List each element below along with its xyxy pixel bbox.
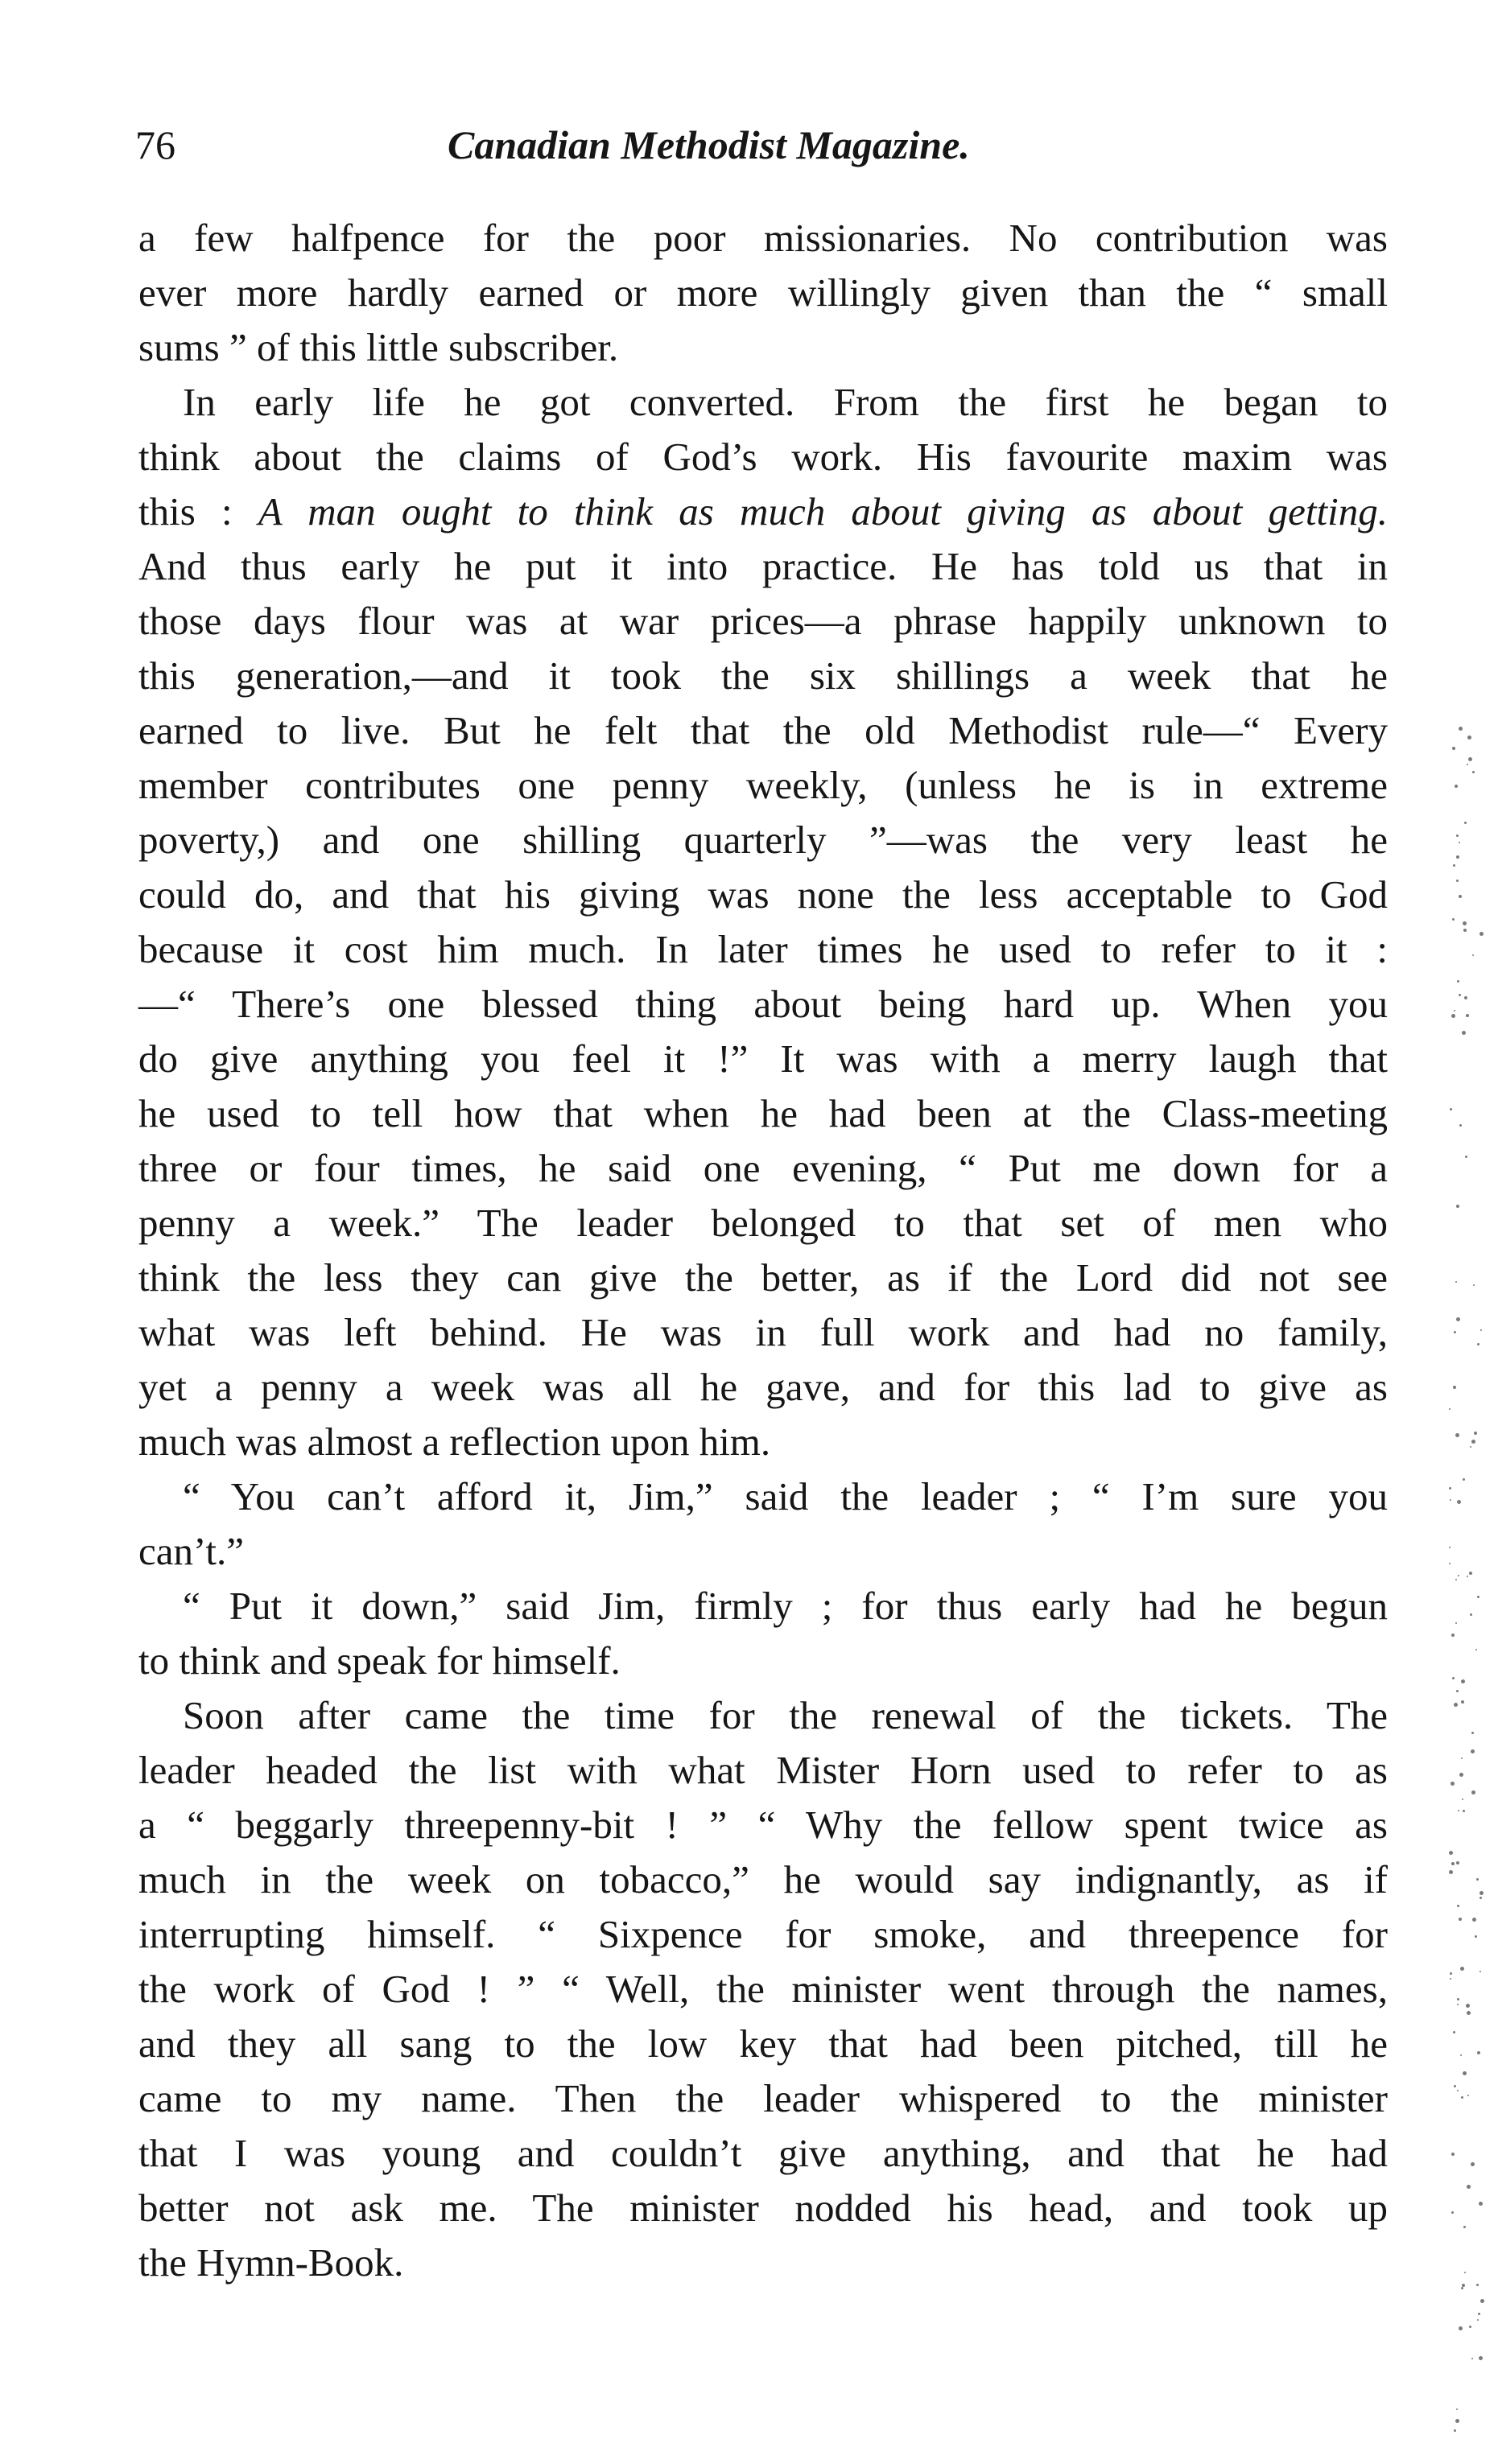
scan-speck xyxy=(1479,1971,1481,1972)
scan-speck xyxy=(1453,2031,1455,2033)
scan-speck xyxy=(1470,1446,1471,1448)
text-line: leader headed the list with what Mister Horn used to refer to as xyxy=(138,1748,1388,1792)
scan-speck xyxy=(1455,1579,1457,1580)
scan-speck xyxy=(1463,2071,1467,2075)
scan-speck xyxy=(1450,1972,1452,1975)
maxim-lead: this : xyxy=(138,489,258,534)
scan-speck xyxy=(1464,996,1467,999)
scan-speck xyxy=(1478,2313,1480,2315)
text-line: And thus early he put it into practice. He has told us that in xyxy=(138,544,1388,588)
scan-speck xyxy=(1469,2326,1471,2328)
scan-speck xyxy=(1451,1634,1455,1637)
text-line: —“ There’s one blessed thing about being hard up. When you xyxy=(138,982,1388,1026)
scan-speck xyxy=(1465,1156,1467,1158)
scan-speck xyxy=(1459,1773,1463,1777)
scan-speck xyxy=(1474,1432,1477,1435)
text-line: penny a week.” The leader belonged to that set of men who xyxy=(138,1201,1388,1245)
scan-speck xyxy=(1456,834,1459,837)
scan-speck xyxy=(1480,2299,1484,2303)
scan-speck xyxy=(1462,1799,1463,1800)
text-line: ever more hardly earned or more willingly given than the “ small xyxy=(138,270,1388,315)
scan-speck xyxy=(1477,2319,1479,2321)
text-line: poverty,) and one shilling quarterly ”—was the very least he xyxy=(138,818,1388,862)
text-line: think about the claims of God’s work. His favourite maxim was xyxy=(138,435,1388,479)
scan-speck xyxy=(1463,929,1467,932)
scan-speck xyxy=(1449,1851,1453,1855)
scan-speck xyxy=(1463,1810,1465,1812)
scan-speck xyxy=(1459,895,1462,898)
scan-speck xyxy=(1471,1440,1475,1444)
text-line: came to my name. Then the leader whispered to the minister xyxy=(138,2076,1388,2120)
scan-speck xyxy=(1455,2419,1459,2423)
scan-speck xyxy=(1468,757,1472,761)
text-line: those days flour was at war prices—a phrase happily unknown to xyxy=(138,599,1388,643)
text-line: do give anything you feel it !” It was with a merry laugh that xyxy=(138,1036,1388,1081)
scan-speck xyxy=(1454,2429,1456,2432)
scan-speck xyxy=(1479,2202,1483,2206)
scan-speck xyxy=(1461,1679,1465,1683)
scan-speck xyxy=(1459,1124,1462,1127)
scan-speck xyxy=(1471,2162,1475,2166)
text-line: earned to live. But he felt that the old Methodist rule—“ Every xyxy=(138,708,1388,752)
scan-speck xyxy=(1466,2004,1470,2008)
text-line: can’t.” xyxy=(138,1529,245,1573)
text-line: a few halfpence for the poor missionaries. No contribution was xyxy=(138,216,1388,260)
scan-speck xyxy=(1461,2096,1463,2099)
scan-speck xyxy=(1467,2011,1471,2015)
text-line-maxim xyxy=(138,484,1388,539)
scan-speck xyxy=(1457,980,1459,983)
scan-speck xyxy=(1459,727,1463,731)
scan-speck xyxy=(1452,918,1455,921)
scan-speck xyxy=(1461,2287,1463,2289)
scan-speck xyxy=(1449,1547,1451,1548)
scan-speck xyxy=(1479,1897,1482,1899)
scan-speck xyxy=(1459,1918,1462,1921)
scan-speck xyxy=(1453,864,1455,867)
scan-speck xyxy=(1460,2054,1462,2056)
scan-speck xyxy=(1475,1649,1477,1650)
scan-speck xyxy=(1454,1331,1456,1333)
text-line: In early life he got converted. From the first he began to xyxy=(183,380,1388,424)
scan-speck xyxy=(1453,1386,1456,1389)
scan-speck xyxy=(1457,2090,1459,2091)
scan-speck xyxy=(1463,921,1467,925)
page-header xyxy=(135,119,1391,183)
italic-maxim: A man ought to think as much about giving as about getting. xyxy=(258,489,1389,534)
text-line: he used to tell how that when he had been at the Class-meeting xyxy=(138,1091,1388,1135)
scan-speck xyxy=(1450,1499,1451,1501)
scan-speck xyxy=(1449,1563,1451,1564)
scan-speck xyxy=(1456,1690,1459,1692)
scan-speck xyxy=(1454,1703,1458,1707)
scan-speck xyxy=(1455,1622,1457,1624)
scan-speck xyxy=(1451,1862,1455,1865)
scan-speck xyxy=(1451,2153,1455,2156)
scan-speck xyxy=(1469,1572,1472,1575)
scan-speck xyxy=(1472,771,1475,773)
text-line: this generation,—and it took the six shillings a week that he xyxy=(138,653,1388,698)
scan-speck xyxy=(1479,1891,1484,1895)
scan-speck xyxy=(1476,1878,1479,1881)
scan-speck xyxy=(1477,1596,1479,1598)
text-line: much in the week on tobacco,” he would say indignantly, as if xyxy=(138,1857,1388,1902)
scan-speck xyxy=(1456,880,1459,882)
scan-speck xyxy=(1456,1205,1459,1208)
scan-speck xyxy=(1471,2358,1473,2359)
scan-speck xyxy=(1457,1905,1459,1907)
scan-speck xyxy=(1464,2272,1466,2273)
text-line: yet a penny a week was all he gave, and for this lad to give as xyxy=(138,1365,1388,1409)
text-line: that I was young and couldn’t give anything, and that he had xyxy=(138,2131,1388,2175)
scan-speck xyxy=(1464,822,1467,824)
scan-speck xyxy=(1455,1433,1459,1437)
scan-speck xyxy=(1461,1757,1463,1759)
scan-speck xyxy=(1454,2085,1456,2087)
scan-speck xyxy=(1479,2356,1483,2360)
scan-speck xyxy=(1457,1500,1461,1504)
running-title: Canadian Methodist Magazine. xyxy=(448,122,970,167)
scan-speck xyxy=(1455,785,1458,788)
scan-speck xyxy=(1449,1870,1453,1874)
text-line: interrupting himself. “ Sixpence for smoke, and threepence for xyxy=(138,1912,1388,1956)
scan-speck xyxy=(1463,2226,1466,2228)
scan-speck xyxy=(1455,1281,1457,1283)
scan-speck xyxy=(1459,2326,1463,2330)
scan-speck xyxy=(1467,1576,1468,1577)
scan-speck xyxy=(1471,1790,1475,1794)
scan-speck xyxy=(1467,735,1471,740)
scan-speck xyxy=(1467,764,1468,765)
text-line: member contributes one penny weekly, (unless he is in extreme xyxy=(138,763,1388,807)
page-number: 76 xyxy=(135,122,175,167)
scan-speck xyxy=(1477,2051,1480,2054)
text-line: better not ask me. The minister nodded his head, and took up xyxy=(138,2186,1388,2230)
scan-speck xyxy=(1456,1861,1459,1864)
scan-speck xyxy=(1476,2284,1479,2286)
scan-speck xyxy=(1480,1329,1482,1331)
scan-speck xyxy=(1458,1810,1459,1811)
scan-speck xyxy=(1449,1408,1451,1410)
scan-speck xyxy=(1458,1575,1459,1576)
text-line: and they all sang to the low key that had been pitched, till he xyxy=(138,2021,1388,2066)
scan-speck xyxy=(1462,1031,1466,1035)
text-line: think the less they can give the better, as if the Lord did not see xyxy=(138,1255,1388,1300)
text-line: what was left behind. He was in full work and had no family, xyxy=(138,1310,1388,1354)
text-line: much was almost a reflection upon him. xyxy=(138,1419,771,1464)
scan-speck xyxy=(1472,954,1474,956)
scan-speck xyxy=(1451,1782,1455,1786)
scan-speck xyxy=(1467,2095,1469,2096)
scan-speck xyxy=(1472,1918,1476,1922)
scan-speck xyxy=(1450,1108,1452,1110)
scan-speck xyxy=(1477,1343,1479,1345)
scan-speck xyxy=(1466,1014,1469,1017)
text-line: because it cost him much. In later times he used to refer to it : xyxy=(138,927,1388,971)
text-line: the work of God ! ” “ Well, the minister went through the names, xyxy=(138,1967,1388,2011)
scan-speck xyxy=(1457,2004,1459,2005)
text-line: to think and speak for himself. xyxy=(138,1638,621,1683)
scan-speck xyxy=(1451,2211,1454,2214)
scan-speck xyxy=(1471,1749,1475,1753)
scan-speck xyxy=(1452,1677,1455,1679)
scan-speck xyxy=(1473,1284,1475,1286)
scan-speck xyxy=(1475,1935,1477,1938)
text-line: a “ beggarly threepenny-bit ! ” “ Why the fellow spent twice as xyxy=(138,1803,1388,1847)
text-line: “ Put it down,” said Jim, firmly ; for thus early had he begun xyxy=(183,1584,1388,1628)
scan-speck xyxy=(1463,1478,1465,1481)
scan-speck xyxy=(1454,1010,1455,1012)
scan-speck xyxy=(1451,1014,1455,1018)
scan-speck xyxy=(1456,1317,1460,1321)
scan-speck xyxy=(1467,2185,1471,2189)
scan-speck xyxy=(1471,1732,1474,1734)
scan-speck xyxy=(1449,1487,1451,1490)
text-line: “ You can’t afford it, Jim,” said the leader ; “ I’m sure you xyxy=(183,1474,1388,1518)
scan-speck xyxy=(1457,1998,1459,2000)
scan-speck xyxy=(1450,1978,1451,1980)
scan-speck xyxy=(1461,1700,1464,1704)
margin-specks xyxy=(1449,724,1489,2454)
text-line: could do, and that his giving was none the less acceptable to God xyxy=(138,872,1388,917)
scan-speck xyxy=(1456,855,1459,859)
scan-speck xyxy=(1460,1967,1464,1971)
text-line: the Hymn-Book. xyxy=(138,2240,404,2285)
scan-speck xyxy=(1452,747,1455,750)
text-line: Soon after came the time for the renewal of the tickets. The xyxy=(183,1693,1388,1737)
scan-speck xyxy=(1459,994,1461,996)
text-line: sums ” of this little subscriber. xyxy=(138,325,619,369)
scan-speck xyxy=(1459,842,1460,843)
text-line: three or four times, he said one evening, “ Put me down for a xyxy=(138,1146,1388,1190)
scan-speck xyxy=(1456,2408,1458,2410)
scan-speck xyxy=(1470,1613,1472,1616)
scan-speck xyxy=(1479,932,1484,936)
